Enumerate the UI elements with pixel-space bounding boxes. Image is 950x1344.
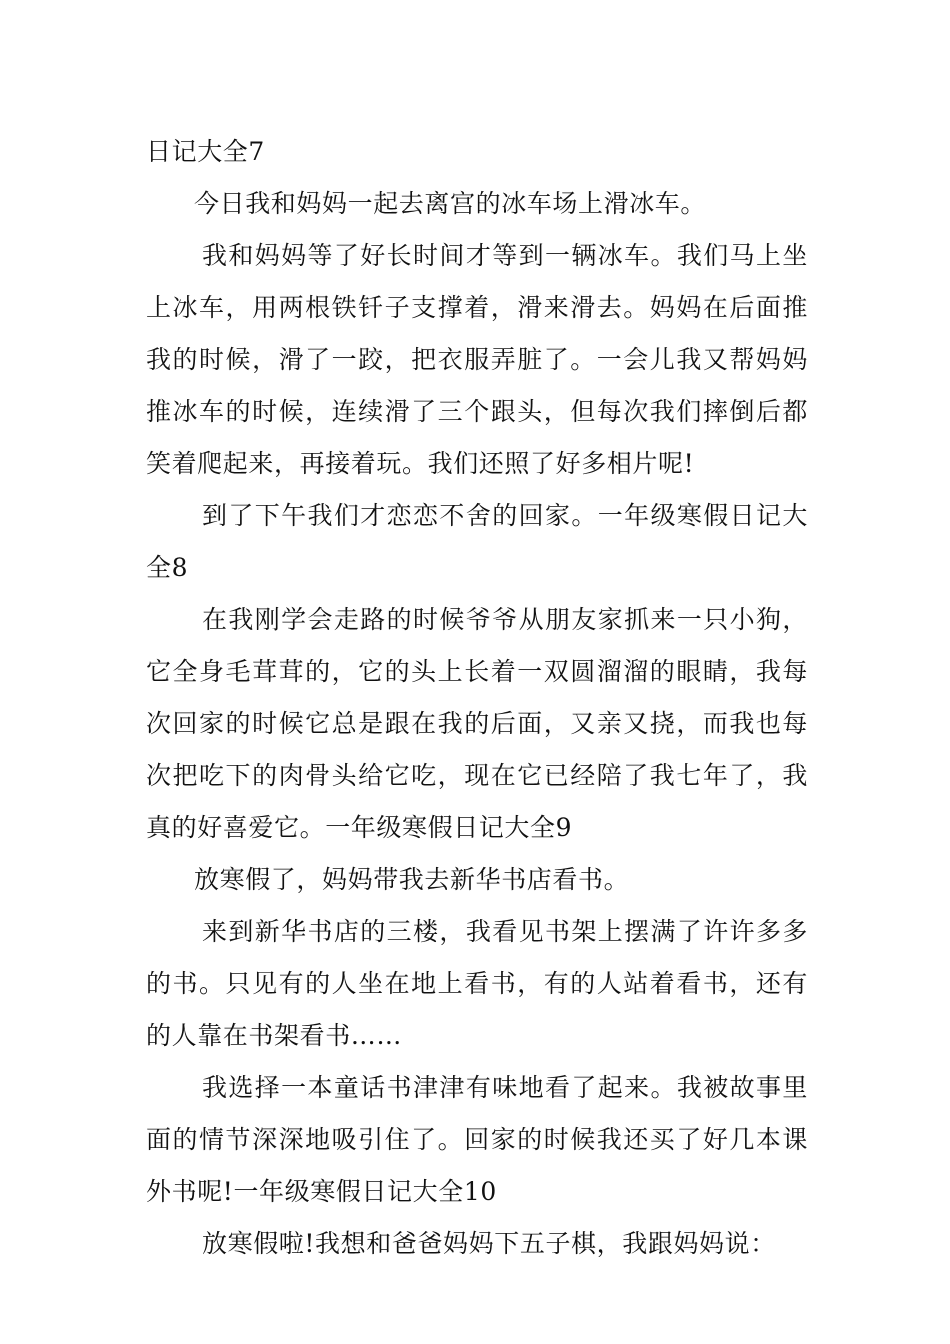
document-body [146, 126, 808, 1270]
paragraph-8: 放寒假啦!我想和爸爸妈妈下五子棋，我跟妈妈说： [202, 1229, 776, 1258]
paragraph-4: 在我刚学会走路的时候爷爷从朋友家抓来一只小狗，它全身毛茸茸的，它的头上长着一双圆溜溜的眼睛，我每次回家的时候它总是跟在我的后面，又亲又挠，而我也每次把吃下的肉骨头给它吃，现在它已经陪了我七年了，我真的好喜爱它。一年级寒假日记大全9 [146, 605, 808, 842]
section-heading: 日记大全7 [146, 137, 265, 166]
paragraph-7: 我选择一本童话书津津有味地看了起来。我被故事里面的情节深深地吸引住了。回家的时候我还买了好几本课外书呢!一年级寒假日记大全10 [146, 1073, 808, 1206]
paragraph-1: 今日我和妈妈一起去离宫的冰车场上滑冰车。 [194, 189, 707, 218]
paragraph-6: 来到新华书店的三楼，我看见书架上摆满了许许多多的书。只见有的人坐在地上看书，有的人站着看书，还有的人靠在书架看书…… [146, 917, 808, 1050]
paragraph-3: 到了下午我们才恋恋不舍的回家。一年级寒假日记大全8 [146, 501, 808, 582]
paragraph-2: 我和妈妈等了好长时间才等到一辆冰车。我们马上坐上冰车，用两根铁钎子支撑着，滑来滑去。妈妈在后面推我的时候，滑了一跤，把衣服弄脏了。一会儿我又帮妈妈推冰车的时候，连续滑了三个跟头，但每次我们摔倒后都笑着爬起来，再接着玩。我们还照了好多相片呢! [146, 241, 808, 478]
paragraph-5: 放寒假了，妈妈带我去新华书店看书。 [194, 865, 630, 894]
